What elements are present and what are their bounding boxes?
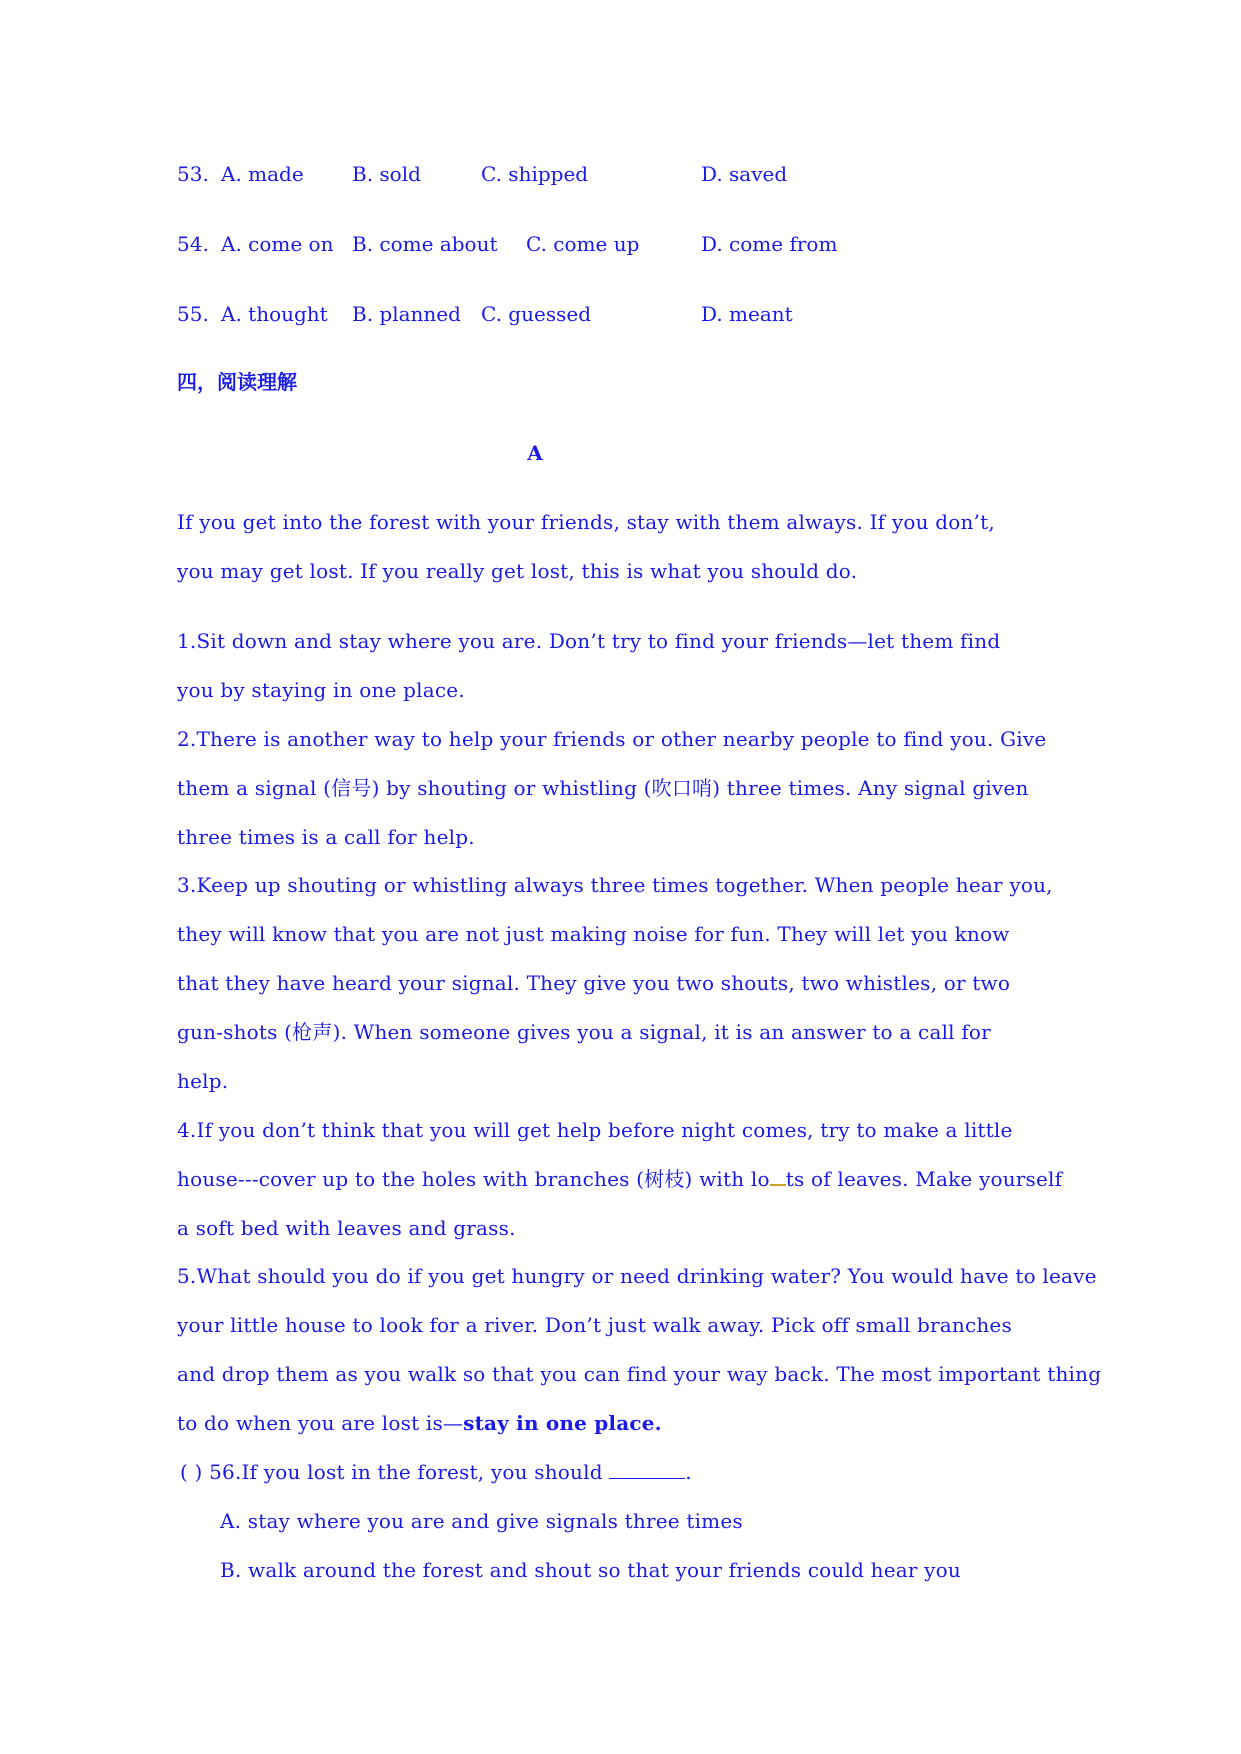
passage-line: [177, 1411, 662, 1435]
passage-text: house---cover up to the holes with branches (树枝) with lo: [177, 1167, 770, 1191]
question-number: 55.: [177, 302, 209, 326]
passage-line: 2.There is another way to help your friends or other nearby people to find you. Give: [177, 727, 1047, 751]
question-number: 53.: [177, 162, 209, 186]
passage-line: 5.What should you do if you get hungry or need drinking water? You would have to leave: [177, 1264, 1097, 1288]
option-b: B. sold: [352, 162, 421, 186]
passage-title: A: [527, 441, 543, 465]
answer-blank: [609, 1460, 685, 1479]
question-text: ( ) 56.If you lost in the forest, you should: [180, 1460, 610, 1484]
emphasis-text: stay in one place.: [463, 1411, 662, 1435]
option-c: C. guessed: [481, 302, 591, 326]
passage-line: [177, 1167, 1062, 1191]
passage-text: to do when you are lost is—: [177, 1411, 464, 1435]
passage-line: you by staying in one place.: [177, 678, 465, 702]
question-56-option-b: B. walk around the forest and shout so that your friends could hear you: [220, 1558, 962, 1582]
passage-line: 1.Sit down and stay where you are. Don’t try to find your friends—let them find: [177, 629, 1001, 653]
highlight-mark: [770, 1170, 786, 1186]
passage-line: gun-shots (枪声). When someone gives you a signal, it is an answer to a call for: [177, 1020, 991, 1044]
passage-line: three times is a call for help.: [177, 825, 475, 849]
passage-line: help.: [177, 1069, 229, 1093]
passage-line: that they have heard your signal. They give you two shouts, two whistles, or two: [177, 971, 1011, 995]
passage-line: a soft bed with leaves and grass.: [177, 1216, 516, 1240]
passage-line: 4.If you don’t think that you will get help before night comes, try to make a little: [177, 1118, 1013, 1142]
option-d: D. come from: [701, 232, 838, 256]
question-text: .: [685, 1460, 692, 1484]
passage-line: and drop them as you walk so that you can find your way back. The most important thing: [177, 1362, 1102, 1386]
question-56-stem: [180, 1460, 692, 1484]
question-56-option-a: A. stay where you are and give signals three times: [220, 1509, 743, 1533]
option-d: D. saved: [701, 162, 788, 186]
option-c: C. shipped: [481, 162, 589, 186]
option-a: A. thought: [221, 302, 328, 326]
passage-line: If you get into the forest with your friends, stay with them always. If you don’t,: [177, 510, 995, 534]
option-a: A. come on: [221, 232, 334, 256]
passage-text: ts of leaves. Make yourself: [785, 1167, 1063, 1191]
option-a: A. made: [221, 162, 304, 186]
passage-line: them a signal (信号) by shouting or whistling (吹口哨) three times. Any signal given: [177, 776, 1029, 800]
option-c: C. come up: [526, 232, 640, 256]
section-heading: 四，阅读理解: [177, 370, 297, 394]
passage-line: you may get lost. If you really get lost, this is what you should do.: [177, 559, 858, 583]
option-d: D. meant: [701, 302, 793, 326]
passage-line: your little house to look for a river. Don’t just walk away. Pick off small branches: [177, 1313, 1012, 1337]
passage-line: 3.Keep up shouting or whistling always three times together. When people hear you,: [177, 873, 1053, 897]
question-number: 54.: [177, 232, 209, 256]
option-b: B. come about: [352, 232, 498, 256]
passage-line: they will know that you are not just making noise for fun. They will let you know: [177, 922, 1010, 946]
option-b: B. planned: [352, 302, 461, 326]
